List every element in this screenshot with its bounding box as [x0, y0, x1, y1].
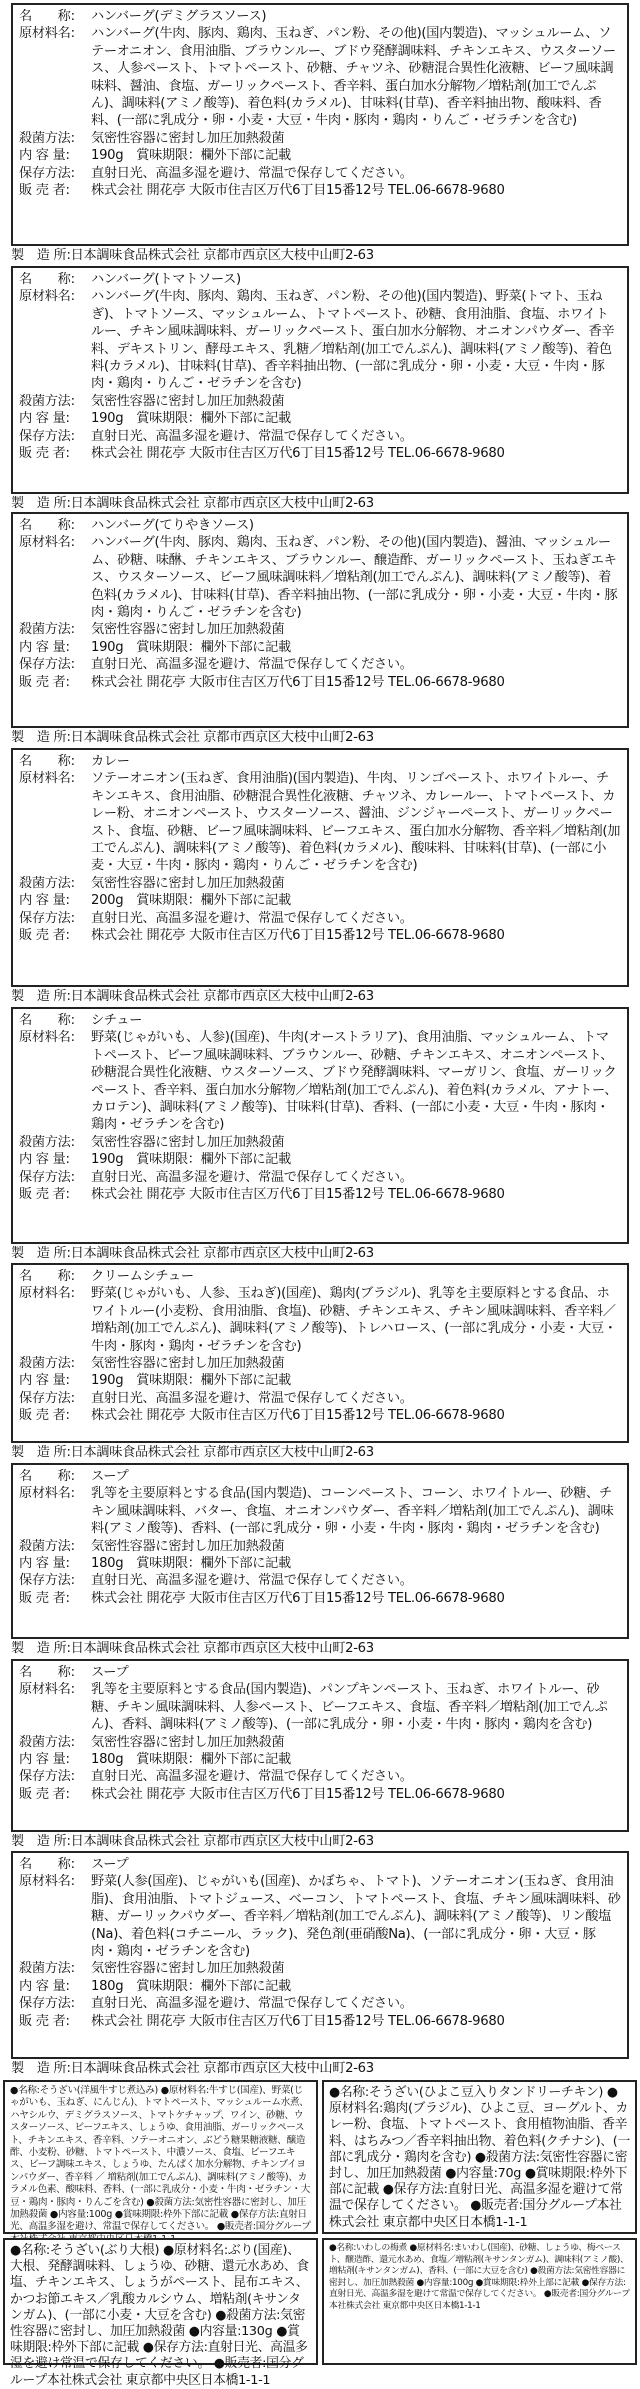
content-label: 内 容 量 : [19, 1372, 91, 1389]
storage-label: 保存方法 : [19, 656, 91, 673]
label-panel-6 [11, 1263, 629, 1443]
content-label: 内 容 量 : [19, 639, 91, 656]
sterilization-label: 殺菌方法 : [19, 1134, 91, 1151]
name-label: 名 称 : [19, 1664, 91, 1681]
seller-text: 株式会社 開花亭 大阪市住吉区万代6丁目15番12号 TEL.06-6678-9680 [91, 1408, 505, 1424]
content-label: 内 容 量 : [19, 1751, 91, 1768]
content-text: 190g 賞味期限：欄外下部に記載 [91, 639, 291, 655]
name-label: 名 称 : [19, 8, 91, 25]
label-panel-2 [11, 266, 629, 494]
storage-text: 直射日光、高温多湿を避け、常温で保存してください。 [91, 165, 413, 181]
manufacturer-label: 製 造 所 : [11, 496, 71, 512]
seller-label: 販 売 者 : [19, 1786, 91, 1803]
sterilization-text: 気密性容器に密封し加圧加熱殺菌 [91, 1734, 285, 1750]
label-box-text: ●名称:そうざい(洋風牛すじ煮込み) ●原材料名:牛すじ(国産)、野菜(じゃがいも、玉ねぎ、にんじん)、トマトペースト、マッシュルーム水煮、ハヤシルウ、デミグラスソース、トマトケチャップ、ワイン、砂糖、ウスターソース、ビーフエキス、しょうゆ、食用油脂、ガーリックペースト、チキンエキス、香辛料、ソテーオニオン、ぶどう糖果糖液糖、醸造酢、小麦粉、砂糖、トマトペースト、中濃ソース、食塩、ビーフエキス、ビーフ調味エキス、しょうゆ、たんぱく加水分解物、チキンブイヨンパウダー、香辛料 ／ 増粘剤(加工でんぷん)、調味料(アミノ酸等)、カラメル色素、酸味料、香料、(一部に乳成分・小麦・牛肉・ゼラチン・大豆・鶏肉・豚肉・りんごを含む) ●殺菌方法:気密性容器に密封し、加圧加熱殺菌 ●内容量:100g ●賞味期限:枠外下部に記載 ●保存方法:直射日光、高温多湿を避け、常温で保存してください。 ●販売者:国分グループ [10, 2085, 311, 2233]
label-panel-4 [11, 748, 629, 987]
seller-text: 株式会社 開花亭 大阪市住吉区万代6丁目15番12号 TEL.06-6678-9680 [91, 1590, 505, 1606]
storage-text: 直射日光、高温多湿を避け、常温で保存してください。 [91, 1769, 413, 1785]
label-box-text: ●名称:いわしの梅煮 ●原材料名:まいわし(国産)、砂糖、しょうゆ、梅ペースト、醸造酢、還元水あめ、食塩／増粘剤(キサンタンガム)、調味料(アミノ酸)、増粘剤(キサンタンガム)、香料、(一部に大豆を含む) ●殺菌方法:気密性容器に密封し、加圧加熱殺菌 ●内容量:100g ●賞味期限:枠外上部に記載 ●保存方法:直射日光、高温多湿を避けて常温で保存してください。 ●販売者:国分グループ本社株式会社 東京都中央区日本橋1-1-1 [329, 2243, 630, 2311]
manufacturer-text: 日本調味食品株式会社 京都市西京区大枝中山町2-63 [70, 496, 374, 511]
seller-text: 株式会社 開花亭 大阪市住吉区万代6丁目15番12号 TEL.06-6678-9680 [91, 183, 505, 199]
sterilization-label: 殺菌方法 : [19, 1960, 91, 1977]
content-text: 180g 賞味期限：欄外下部に記載 [91, 1556, 291, 1572]
manufacturer-line-9 [11, 2061, 629, 2077]
manufacturer-line-7 [11, 1641, 629, 1657]
content-label: 内 容 量 : [19, 410, 91, 427]
ingredients-label: 原材料名 : [19, 25, 91, 42]
manufacturer-text: 日本調味食品株式会社 京都市西京区大枝中山町2-63 [70, 989, 374, 1004]
manufacturer-label: 製 造 所 : [11, 2061, 71, 2077]
content-label: 内 容 量 : [19, 1151, 91, 1168]
seller-text: 株式会社 開花亭 大阪市住吉区万代6丁目15番12号 TEL.06-6678-9680 [91, 1786, 505, 1802]
manufacturer-line-6 [11, 1445, 629, 1461]
manufacturer-line-1 [11, 248, 629, 264]
ingredients-text: 野菜(じゃがいも、人参)(国産)、牛肉(オーストラリア)、食用油脂、マッシュルーム、トマトペースト、ビーフ風味調味料、ブラウンルー、砂糖、チキンエキス、オニオンペースト、砂糖混合異性化液糖、ウスターソース、ブドウ発酵調味料、マーガリン、食塩、ガーリックペースト、香辛料、蛋白加水分解物／増粘剤(加工でんぷん)、着色料(カラメル、アナトー、カロテン)、調味料(アミノ酸等)、甘味料(甘草)、香料、(一部に小麦・大豆・牛肉・豚肉・鶏肉・ゼラチンを含む) [91, 1030, 618, 1133]
manufacturer-label: 製 造 所 : [11, 248, 71, 264]
ingredients-label: 原材料名 : [19, 1485, 91, 1502]
ingredients-label: 原材料名 : [19, 534, 91, 551]
manufacturer-line-8 [11, 1834, 629, 1850]
ingredients-text: ハンバーグ(牛肉、豚肉、鶏肉、玉ねぎ、パン粉、その他)(国内製造)、野菜(トマト、玉ねぎ)、トマトソース、マッシュルーム、トマトペースト、砂糖、食用油脂、食塩、ホワイトルー、チキン風味調味料、ガーリックペースト、蛋白加水分解物、オニオンパウダー、香辛料、デキストリン、酵母エキス、乳糖／増粘剤(加工でんぷん)、調味料(アミノ酸等)、着色料(カラメル)、甘味料(甘草)、香辛料抽出物、(一部に乳成分・卵・小麦・大豆・牛肉・豚肉・鶏肉・りんご・ゼラチンを含む) [91, 289, 615, 392]
content-text: 180g 賞味期限：欄外下部に記載 [91, 1752, 291, 1768]
content-text: 180g 賞味期限：欄外下部に記載 [91, 1978, 291, 1994]
storage-label: 保存方法 : [19, 1169, 91, 1186]
sterilization-label: 殺菌方法 : [19, 130, 91, 147]
name-label: 名 称 : [19, 517, 91, 534]
ingredients-label: 原材料名 : [19, 1681, 91, 1698]
manufacturer-line-2 [11, 496, 629, 512]
content-text: 190g 賞味期限：欄外下部に記載 [91, 1152, 291, 1168]
manufacturer-line-4 [11, 989, 629, 1005]
seller-label: 販 売 者 : [19, 2013, 91, 2030]
product-name: スープ [91, 1469, 129, 1484]
label-box-text: ●名称:そうざい(ひよこ豆入りタンドリーチキン) ●原材料名:鶏肉(ブラジル)、ひよこ豆、ヨーグルト、カレー粉、食塩、トマトペースト、食用植物油脂、香辛料、はちみつ／香辛料抽出物、着色料(クチナシ)、(一部に乳成分・鶏肉を含む) ●殺菌方法:気密性容器に密封し、加圧加熱殺菌 ●内容量:70g ●賞味期限:枠外下部に記載 ●保存方法:直射日光、高温多湿を避けて常温で保存してください。 ●販売者:国分グループ本社株式会社 東京都中央区日本橋1-1-1 [329, 2085, 630, 2230]
ingredients-text: 野菜(じゃがいも、人参、玉ねぎ)(国産)、鶏肉(ブラジル)、乳等を主要原料とする食品、ホワイトルー(小麦粉、食用油脂、食塩)、砂糖、チキンエキス、チキン風味調味料、香辛料／増粘剤(加工でんぷん)、調味料(アミノ酸等)、トレハロース、(一部に乳成分・小麦・大豆・牛肉・豚肉・鶏肉・ゼラチンを含む) [91, 1286, 617, 1354]
sterilization-text: 気密性容器に密封し加圧加熱殺菌 [91, 1134, 285, 1150]
manufacturer-text: 日本調味食品株式会社 京都市西京区大枝中山町2-63 [70, 248, 374, 263]
name-label: 名 称 : [19, 1856, 91, 1873]
sterilization-label: 殺菌方法 : [19, 1538, 91, 1555]
seller-label: 販 売 者 : [19, 1407, 91, 1424]
seller-label: 販 売 者 : [19, 927, 91, 944]
label-panel-1 [11, 3, 629, 246]
seller-label: 販 売 者 : [19, 1590, 91, 1607]
ingredients-label: 原材料名 : [19, 1285, 91, 1302]
storage-label: 保存方法 : [19, 1768, 91, 1785]
label-box-iwashi-umeni [322, 2238, 637, 2365]
manufacturer-label: 製 造 所 : [11, 1445, 71, 1461]
ingredients-text: 乳等を主要原料とする食品(国内製造)、コーンペースト、コーン、ホワイトルー、砂糖、チキン風味調味料、バター、食塩、オニオンパウダー、香辛料／増粘剤(加工でんぷん)、調味料(アミノ酸等)、香料、(一部に乳成分・卵・小麦・牛肉・豚肉・鶏肉・ゼラチンを含む) [91, 1486, 614, 1537]
name-label: 名 称 : [19, 1268, 91, 1285]
storage-text: 直射日光、高温多湿を避け、常温で保存してください。 [91, 657, 413, 673]
content-text: 190g 賞味期限：欄外下部に記載 [91, 411, 291, 427]
storage-text: 直射日光、高温多湿を避け、常温で保存してください。 [91, 1169, 413, 1185]
storage-label: 保存方法 : [19, 1995, 91, 2012]
storage-text: 直射日光、高温多湿を避け、常温で保存してください。 [91, 910, 413, 926]
storage-label: 保存方法 : [19, 910, 91, 927]
content-text: 190g 賞味期限：欄外下部に記載 [91, 148, 291, 164]
label-panel-9 [11, 1851, 629, 2059]
manufacturer-label: 製 造 所 : [11, 1641, 71, 1657]
product-name: ハンバーグ(トマトソース) [91, 272, 241, 287]
product-name: スープ [91, 1665, 129, 1680]
label-box-tandoori-chicken [322, 2080, 637, 2234]
ingredients-label: 原材料名 : [19, 288, 91, 305]
manufacturer-text: 日本調味食品株式会社 京都市西京区大枝中山町2-63 [70, 2061, 374, 2076]
sterilization-label: 殺菌方法 : [19, 1355, 91, 1372]
name-label: 名 称 : [19, 1012, 91, 1029]
label-box-buri-daikon [3, 2238, 318, 2388]
ingredients-label: 原材料名 : [19, 770, 91, 787]
seller-text: 株式会社 開花亭 大阪市住吉区万代6丁目15番12号 TEL.06-6678-9680 [91, 674, 505, 690]
product-name: シチュー [91, 1013, 143, 1028]
sterilization-label: 殺菌方法 : [19, 1734, 91, 1751]
manufacturer-label: 製 造 所 : [11, 1834, 71, 1850]
label-panel-7 [11, 1463, 629, 1639]
label-box-text: ●名称:そうざい(ぶり大根) ●原材料名:ぶり(国産)、大根、発酵調味料、しょうゆ、砂糖、還元水あめ、食塩、チキンエキス、しょうがペースト、昆布エキス、かつお節エキス／乳酸カルシウム、増粘剤(キサンタンガム)、(一部に小麦・大豆を含む) ●殺菌方法:気密性容器に密封し、加圧加熱殺菌 ●内容量:130g ●賞味期限:枠外下部に記載 ●保存方法:直射日光、高温多湿を避け常温で保存してください。 ●販売者:国分グループ本社株式会社 東京都中央区日本橋1-1-1 [10, 2243, 309, 2388]
ingredients-text: 野菜(人参(国産)、じゃがいも(国産)、かぼちゃ、トマト)、ソテーオニオン(玉ねぎ、食用油脂)、食用油脂、トマトジュース、ベーコン、トマトペースト、食塩、チキン風味調味料、砂糖、ガーリックパウダー、香辛料／増粘剤(加工でんぷん)、調味料(アミノ酸等)、リン酸塩(Na)、着色料(コチニール、ラック)、発色剤(亜硝酸Na)、(一部に乳成分・卵・大豆・豚肉・鶏肉・ゼラチンを含む) [91, 1874, 621, 1960]
storage-text: 直射日光、高温多湿を避け、常温で保存してください。 [91, 1573, 413, 1589]
sterilization-text: 気密性容器に密封し加圧加熱殺菌 [91, 1538, 285, 1554]
manufacturer-label: 製 造 所 : [11, 1246, 71, 1262]
label-panel-5 [11, 1007, 629, 1244]
sterilization-text: 気密性容器に密封し加圧加熱殺菌 [91, 622, 285, 638]
manufacturer-text: 日本調味食品株式会社 京都市西京区大枝中山町2-63 [70, 1246, 374, 1261]
label-panel-3 [11, 512, 629, 728]
sterilization-text: 気密性容器に密封し加圧加熱殺菌 [91, 130, 285, 146]
sterilization-label: 殺菌方法 : [19, 875, 91, 892]
manufacturer-line-3 [11, 730, 629, 746]
storage-label: 保存方法 : [19, 428, 91, 445]
ingredients-label: 原材料名 : [19, 1029, 91, 1046]
sterilization-label: 殺菌方法 : [19, 621, 91, 638]
product-name: スープ [91, 1857, 129, 1872]
seller-label: 販 売 者 : [19, 445, 91, 462]
storage-text: 直射日光、高温多湿を避け、常温で保存してください。 [91, 1390, 413, 1406]
manufacturer-text: 日本調味食品株式会社 京都市西京区大枝中山町2-63 [70, 1641, 374, 1656]
label-box-beef-tendon [3, 2080, 318, 2234]
seller-text: 株式会社 開花亭 大阪市住吉区万代6丁目15番12号 TEL.06-6678-9680 [91, 446, 505, 462]
seller-text: 株式会社 開花亭 大阪市住吉区万代6丁目15番12号 TEL.06-6678-9680 [91, 928, 505, 944]
sterilization-text: 気密性容器に密封し加圧加熱殺菌 [91, 393, 285, 409]
seller-label: 販 売 者 : [19, 182, 91, 199]
name-label: 名 称 : [19, 753, 91, 770]
content-label: 内 容 量 : [19, 1978, 91, 1995]
storage-label: 保存方法 : [19, 1572, 91, 1589]
label-panel-8 [11, 1659, 629, 1832]
ingredients-text: ハンバーグ(牛肉、豚肉、鶏肉、玉ねぎ、パン粉、その他)(国内製造)、マッシュルーム、ソテーオニオン、食用油脂、ブラウンルー、ブドウ発酵調味料、チキンエキス、ウスターソース、人参ペースト、トマトペースト、砂糖、チャツネ、砂糖混合異性化液糖、ビーフ風味調味料、醤油、食塩、ガーリックペースト、香辛料、蛋白加水分解物／増粘剤(加工でんぷん)、調味料(アミノ酸等)、着色料(カラメル)、甘味料(甘草)、香辛料抽出物、酸味料、香料、(一部に乳成分・卵・小麦・大豆・牛肉・豚肉・鶏肉・りんご・ゼラチンを含む) [91, 26, 616, 129]
manufacturer-text: 日本調味食品株式会社 京都市西京区大枝中山町2-63 [70, 730, 374, 745]
storage-text: 直射日光、高温多湿を避け、常温で保存してください。 [91, 428, 413, 444]
ingredients-text: ハンバーグ(牛肉、豚肉、鶏肉、玉ねぎ、パン粉、その他)(国内製造)、醤油、マッシュルーム、砂糖、味醂、チキンエキス、ブラウンルー、醸造酢、ガーリックペースト、玉ねぎエキス、ウスターソース、ビーフ風味調味料／増粘剤(加工でんぷん)、調味料(アミノ酸等)、着色料(カラメル)、甘味料(甘草)、香辛料抽出物、(一部に乳成分・卵・小麦・大豆・牛肉・豚肉・鶏肉・りんご・ゼラチンを含む) [91, 535, 618, 621]
content-label: 内 容 量 : [19, 147, 91, 164]
manufacturer-label: 製 造 所 : [11, 730, 71, 746]
manufacturer-line-5 [11, 1246, 629, 1262]
storage-label: 保存方法 : [19, 165, 91, 182]
name-label: 名 称 : [19, 1468, 91, 1485]
ingredients-text: ソテーオニオン(玉ねぎ、食用油脂)(国内製造)、牛肉、リンゴペースト、ホワイトルー、チキンエキス、食用油脂、砂糖混合異性化液糖、チャツネ、カレールー、トマトペースト、カレー粉、オニオンペースト、ウスターソース、醤油、ジンジャーペースト、ガーリックペースト、食塩、砂糖、ビーフ風味調味料、ビーフエキス、蛋白加水分解物、香辛料／増粘剤(加工でんぷん)、調味料(アミノ酸等)、着色料(カラメル)、酸味料、甘味料(甘草)、(一部に小麦・大豆・牛肉・豚肉・鶏肉・りんご・ゼラチンを含む) [91, 771, 621, 874]
sterilization-label: 殺菌方法 : [19, 393, 91, 410]
storage-text: 直射日光、高温多湿を避け、常温で保存してください。 [91, 1996, 413, 2012]
content-text: 200g 賞味期限：欄外下部に記載 [91, 893, 291, 909]
seller-label: 販 売 者 : [19, 1186, 91, 1203]
sterilization-text: 気密性容器に密封し加圧加熱殺菌 [91, 875, 285, 891]
content-label: 内 容 量 : [19, 1555, 91, 1572]
sterilization-text: 気密性容器に密封し加圧加熱殺菌 [91, 1961, 285, 1977]
ingredients-label: 原材料名 : [19, 1873, 91, 1890]
name-label: 名 称 : [19, 271, 91, 288]
product-name: クリームシチュー [91, 1269, 194, 1284]
seller-text: 株式会社 開花亭 大阪市住吉区万代6丁目15番12号 TEL.06-6678-9680 [91, 1187, 505, 1203]
product-name: ハンバーグ(デミグラスソース) [91, 9, 267, 24]
product-name: カレー [91, 754, 130, 769]
manufacturer-text: 日本調味食品株式会社 京都市西京区大枝中山町2-63 [70, 1834, 374, 1849]
seller-label: 販 売 者 : [19, 674, 91, 691]
content-text: 190g 賞味期限：欄外下部に記載 [91, 1373, 291, 1389]
storage-label: 保存方法 : [19, 1390, 91, 1407]
manufacturer-label: 製 造 所 : [11, 989, 71, 1005]
product-name: ハンバーグ(てりやきソース) [91, 518, 254, 533]
sterilization-text: 気密性容器に密封し加圧加熱殺菌 [91, 1356, 285, 1372]
seller-text: 株式会社 開花亭 大阪市住吉区万代6丁目15番12号 TEL.06-6678-9680 [91, 2013, 505, 2029]
content-label: 内 容 量 : [19, 892, 91, 909]
manufacturer-text: 日本調味食品株式会社 京都市西京区大枝中山町2-63 [70, 1445, 374, 1460]
ingredients-text: 乳等を主要原料とする食品(国内製造)、パンプキンペースト、玉ねぎ、ホワイトルー、砂糖、チキン風味調味料、人参ペースト、ビーフエキス、食塩、香辛料／増粘剤(加工でんぷん)、香料、調味料(アミノ酸等)、(一部に乳成分・卵・小麦・牛肉・豚肉・鶏肉を含む) [91, 1682, 608, 1733]
